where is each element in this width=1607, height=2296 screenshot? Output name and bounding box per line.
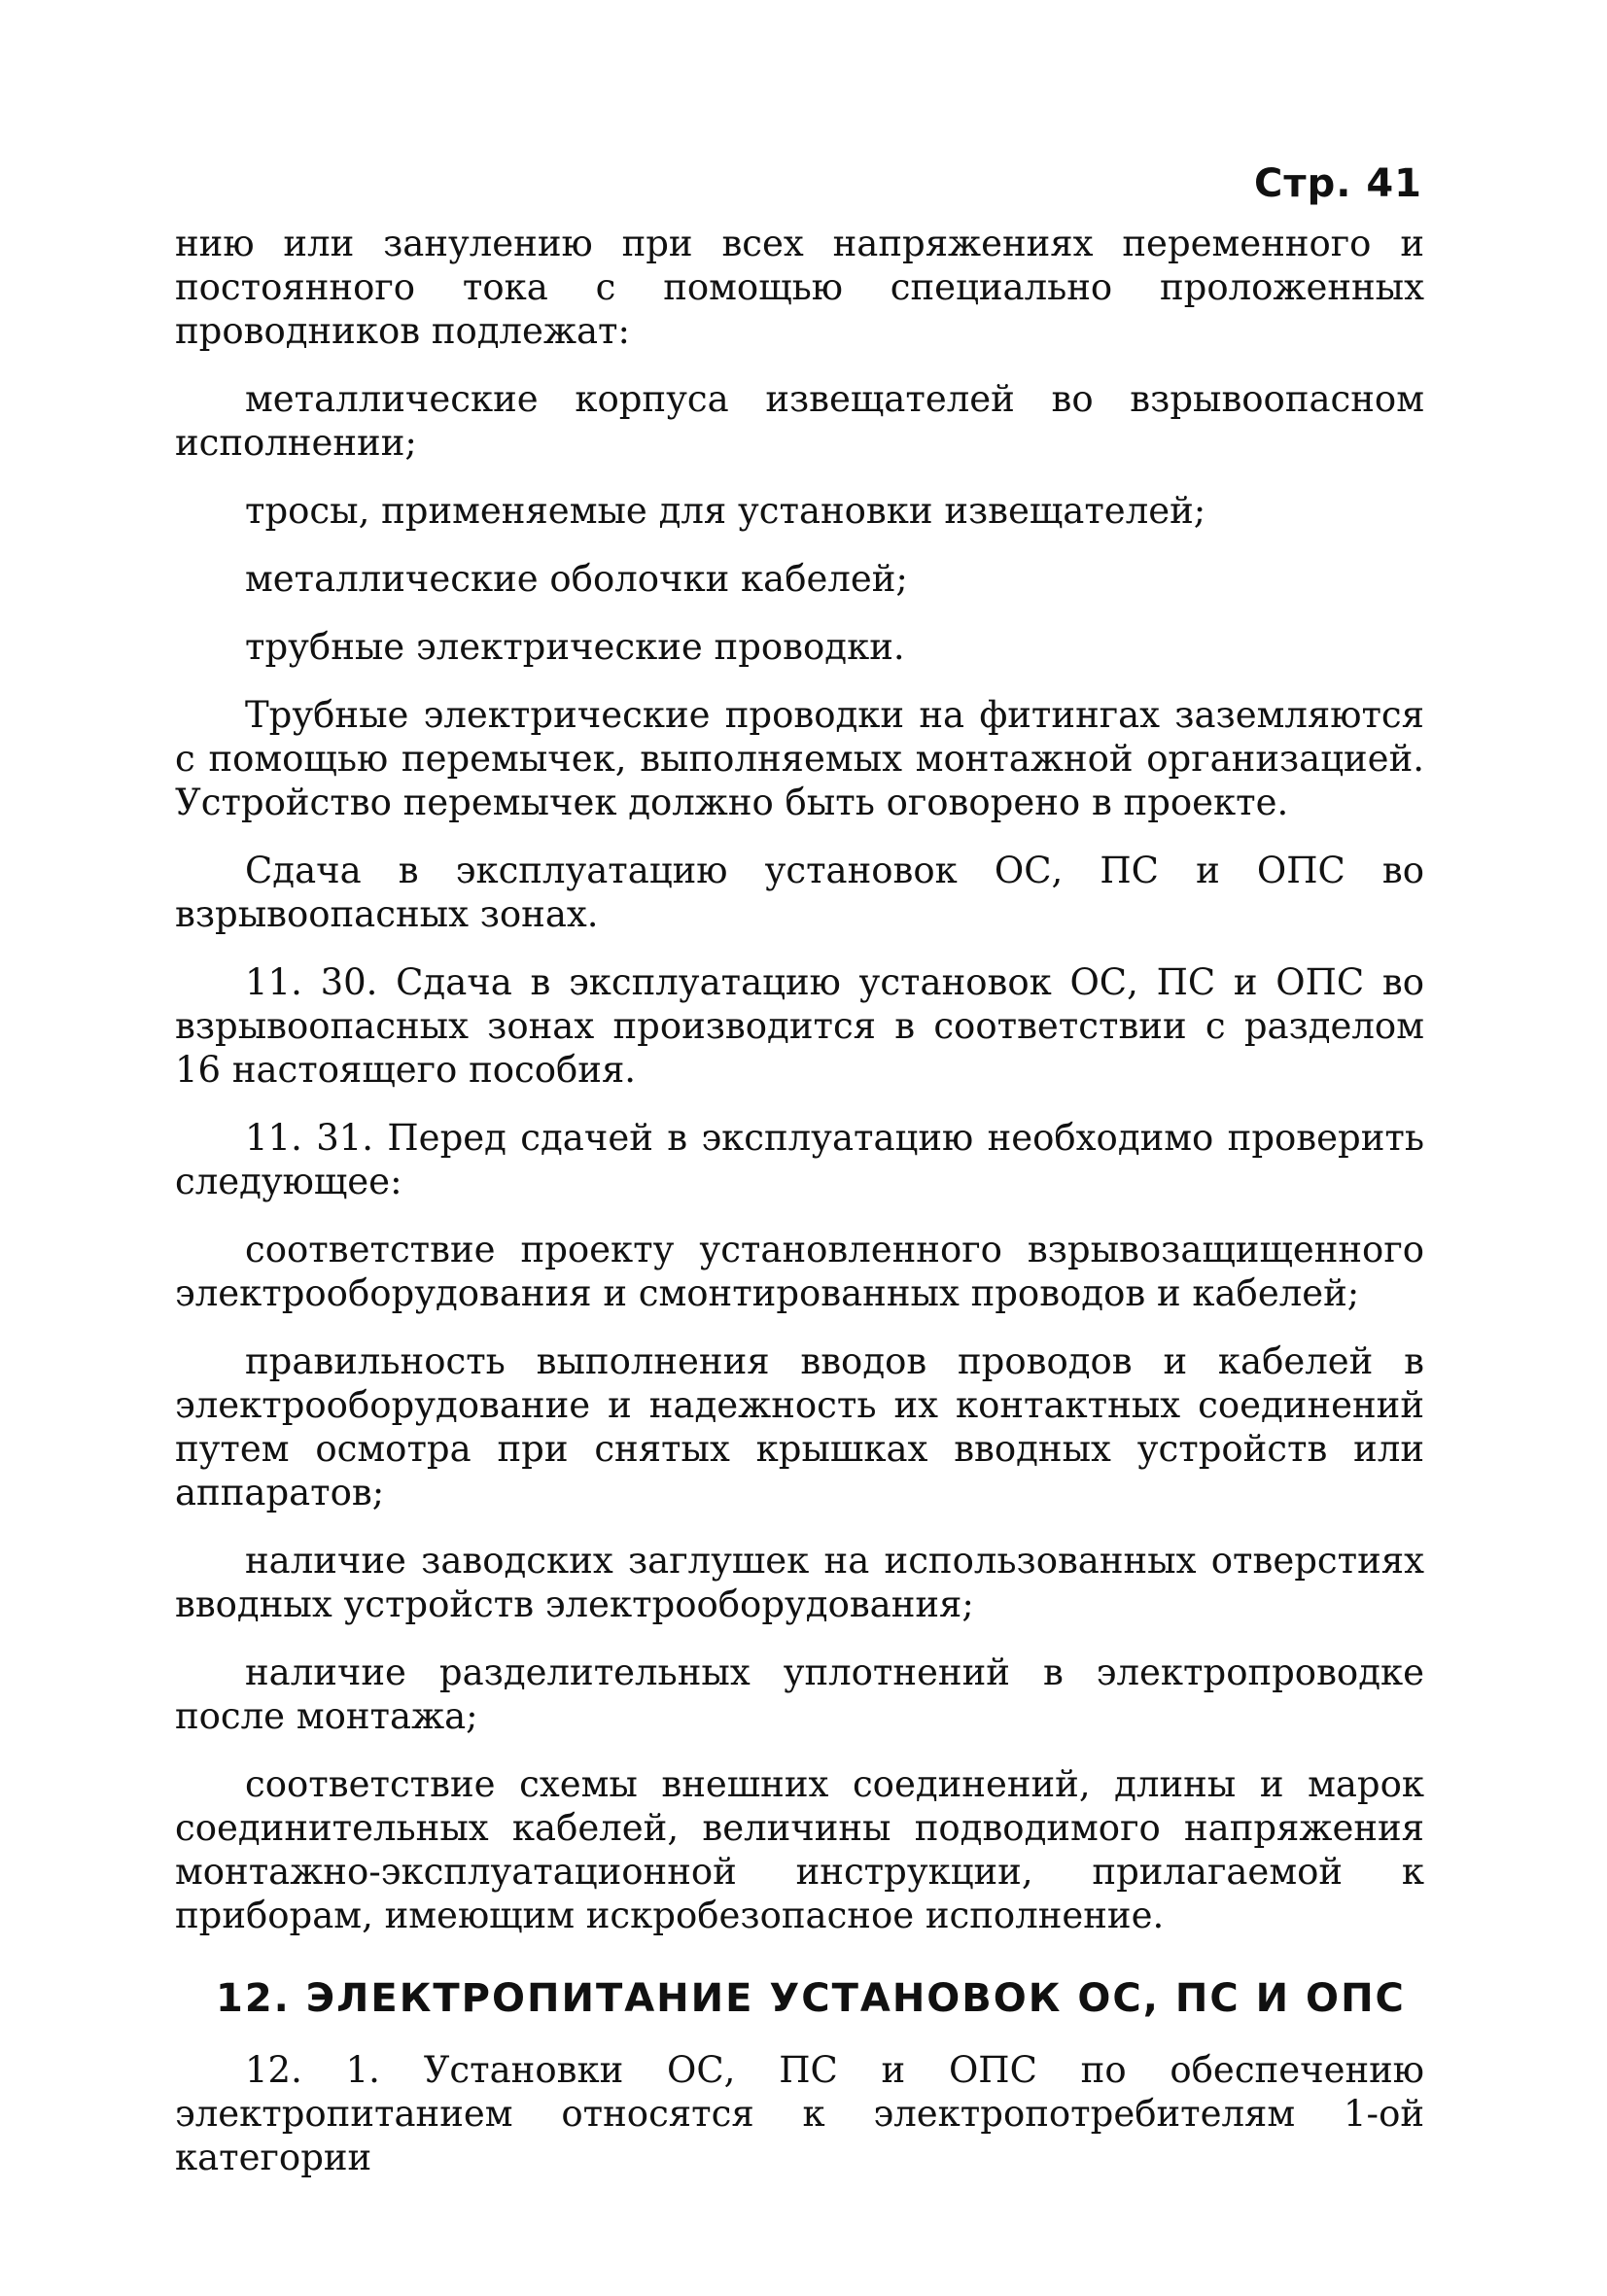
paragraph-11-30: 11. 30. Сдача в эксплуатацию установок ОС, ПС и ОПС во взрывоопасных зонах производится в соответствии с разделом 16 настоящего пособия. — [175, 961, 1424, 1091]
list-item-cables-ropes: тросы, применяемые для установки извещателей; — [245, 490, 1206, 532]
check-item-schematic: соответствие схемы внешних соединений, длины и марок соединительных кабелей, величины подводимого напряжения монтажно-эксплуатационной инструкции, прилагаемой к приборам, имеющим искробезопасное исполнение. — [175, 1763, 1424, 1936]
check-item-seals: наличие разделительных уплотнений в электропроводке после монтажа; — [175, 1652, 1424, 1737]
check-item-plugs: наличие заводских заглушек на использованных отверстиях вводных устройств электрооборудования; — [175, 1540, 1424, 1625]
check-item-inputs: правильность выполнения вводов проводов и кабелей в электрооборудование и надежность их контактных соединений путем осмотра при снятых крышках вводных устройств или аппаратов; — [175, 1340, 1424, 1513]
paragraph-11-31: 11. 31. Перед сдачей в эксплуатацию необходимо проверить следующее: — [175, 1117, 1424, 1202]
page-number: Стр. 41 — [1254, 161, 1422, 206]
paragraph-continuation: нию или занулению при всех напряжениях переменного и постоянного тока с помощью специально проложенных проводников подлежат: — [175, 223, 1424, 352]
paragraph-12-1: 12. 1. Установки ОС, ПС и ОПС по обеспечению электропитанием относятся к электропотребителям 1-ой категории — [175, 2049, 1424, 2178]
check-item-compliance: соответствие проекту установленного взрывозащищенного электрооборудования и смонтированных проводов и кабелей; — [175, 1229, 1424, 1314]
list-item-cable-sheaths: металлические оболочки кабелей; — [245, 558, 908, 600]
paragraph-grounding-jumpers: Трубные электрические проводки на фитингах заземляются с помощью перемычек, выполняемых монтажной организацией. Устройство перемычек должно быть оговорено в проекте. — [175, 694, 1424, 823]
paragraph-commissioning-title: Сдача в эксплуатацию установок ОС, ПС и ОПС во взрывоопасных зонах. — [175, 850, 1424, 935]
page-body — [175, 222, 1424, 2204]
section-heading-12: 12. ЭЛЕКТРОПИТАНИЕ УСТАНОВОК ОС, ПС И ОПС — [216, 1976, 1406, 2021]
list-item-housings: металлические корпуса извещателей во взрывоопасном исполнении; — [175, 378, 1424, 464]
list-item-conduit-wiring: трубные электрические проводки. — [245, 626, 905, 668]
